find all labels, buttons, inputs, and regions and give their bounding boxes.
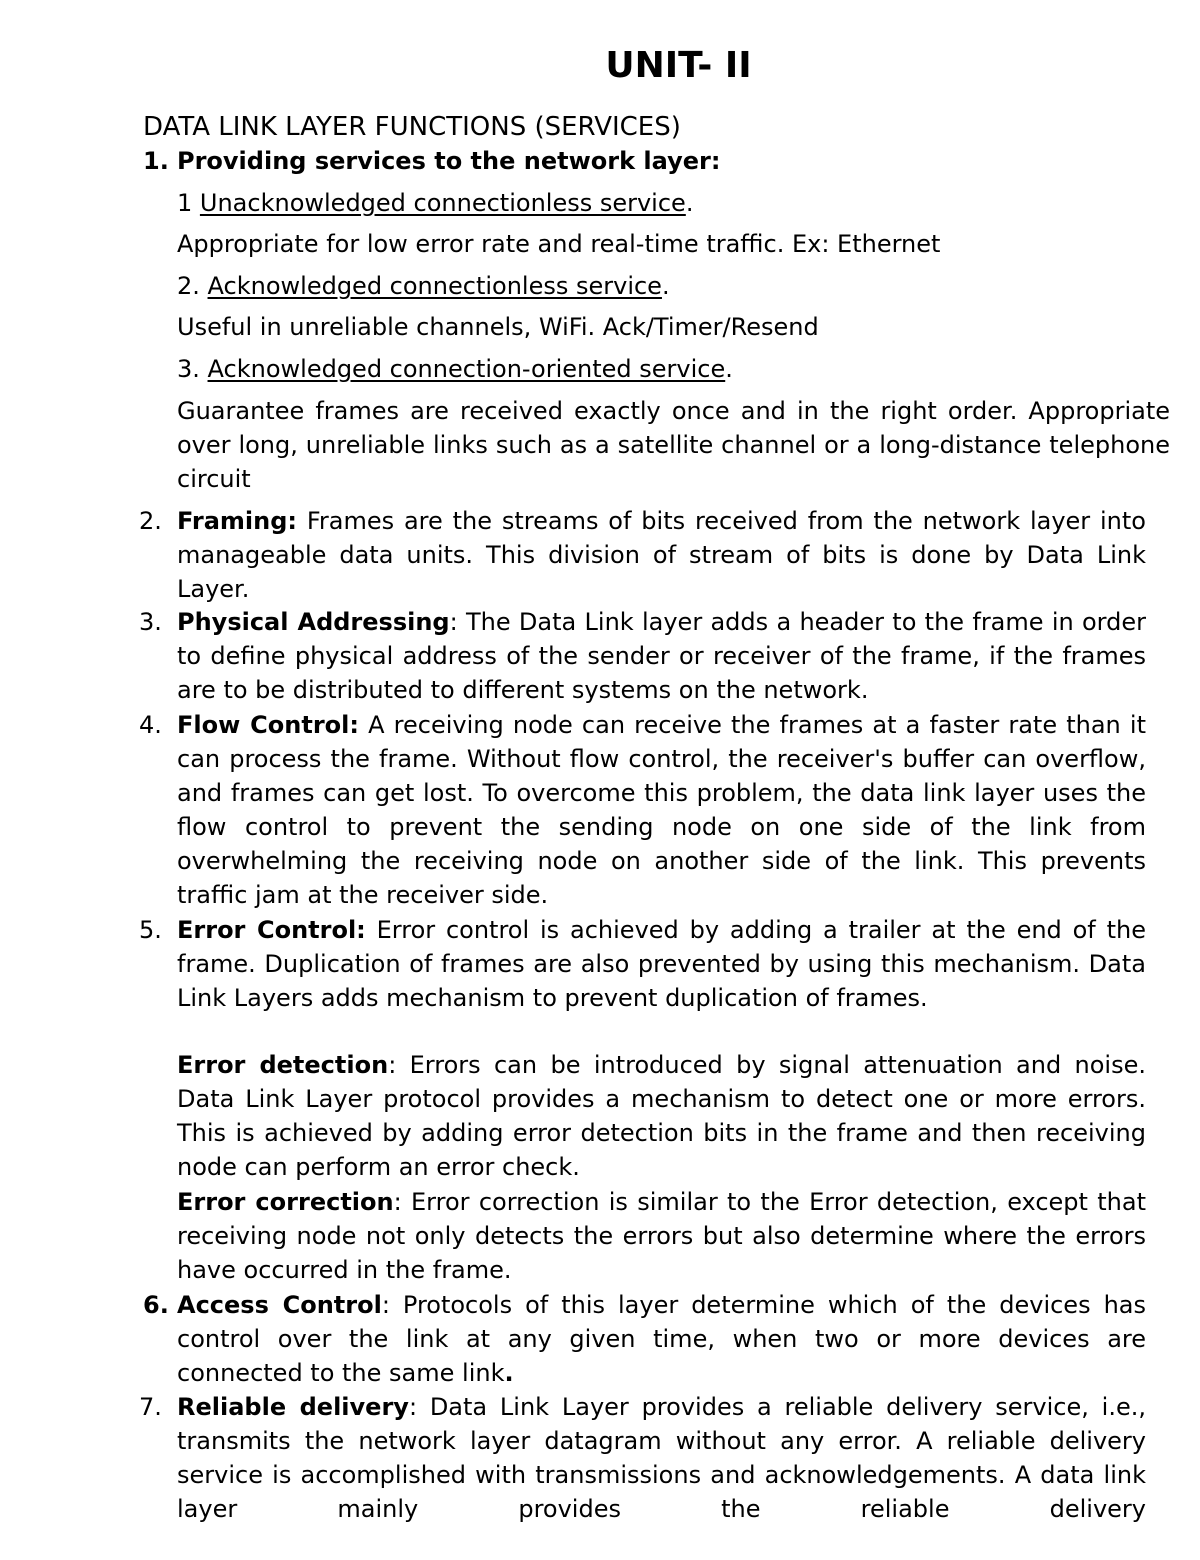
item-text: Frames are the streams of bits received from the network layer into manageable data units. This division of stream of bits is done by Data Link Layer. (177, 507, 1146, 603)
service-name: Acknowledged connection-oriented service (207, 355, 726, 383)
item-text: : Data Link Layer provides a reliable delivery service, i.e., transmits the network layer datagram without any error. A reliable delivery service is accomplished with transmissions and acknowledgements. A data link layer mainly provides the reliable delivery (177, 1393, 1147, 1523)
item-text: : Errors can be introduced by signal attenuation and noise. Data Link Layer protocol provides a mechanism to detect one or more errors. This is achieved by adding error detection bits in the frame and then receiving node can perform an error check. (177, 1051, 1146, 1181)
item-title: Providing services to the network layer: (177, 147, 721, 175)
item-term: Flow Control: (177, 711, 359, 739)
section-heading: DATA LINK LAYER FUNCTIONS (SERVICES) (143, 112, 681, 142)
list-item-access-control (143, 1288, 1146, 1390)
item-term: Physical Addressing (177, 608, 450, 636)
item-term: Error detection (177, 1051, 389, 1079)
item-number: 2. (139, 507, 162, 535)
service-2-name: 2. Acknowledged connectionless service. (177, 272, 670, 300)
item-term: Error Control: (177, 916, 366, 944)
service-name: Unacknowledged connectionless service (199, 189, 686, 217)
item-term: Framing: (177, 507, 297, 535)
item-tail: . (504, 1359, 514, 1387)
paragraph-error-detection (177, 1048, 1146, 1184)
item-text: Error control is achieved by adding a trailer at the end of the frame. Duplication of frames are also prevented by using this mechanism. Data Link Layers adds mechanism to prevent duplication of frames. (177, 916, 1146, 1012)
list-item-reliable-delivery (139, 1390, 1147, 1560)
unit-title: UNIT- II (605, 45, 752, 86)
item-text: A receiving node can receive the frames at a faster rate than it can process the frame. Without flow control, the receiver's buffer can overflow, and frames can get lost. To overcome this problem, the data link layer uses the flow control to prevent the sending node on one side of the link from overwhelming the receiving node on another side of the link. This prevents traffic jam at the receiver side. (177, 711, 1146, 909)
service-name: Acknowledged connectionless service (207, 272, 662, 300)
item-text: : The Data Link layer adds a header to the frame in order to define physical address of the sender or receiver of the frame, if the frames are to be distributed to different systems on the network. (177, 608, 1146, 704)
service-1-desc: Appropriate for low error rate and real-time traffic. Ex: Ethernet (177, 230, 941, 258)
list-item-physical-addressing (139, 605, 1146, 707)
service-3-name: 3. Acknowledged connection-oriented service. (177, 355, 733, 383)
item-text: : Protocols of this layer determine which of the devices has control over the link at any given time, when two or more devices are connected to the same link (177, 1291, 1146, 1387)
item-term: Access Control (177, 1291, 382, 1319)
item-number: 1. (143, 147, 169, 175)
item-term: Error correction (177, 1188, 394, 1216)
service-1-name: 1 Unacknowledged connectionless service. (177, 189, 694, 217)
list-item-flow-control (139, 708, 1146, 912)
item-text: : Error correction is similar to the Error detection, except that receiving node not only detects the errors but also determine where the errors have occurred in the frame. (177, 1188, 1146, 1284)
item-number: 7. (139, 1393, 162, 1421)
service-3-desc: Guarantee frames are received exactly once and in the right order. Appropriate over long, unreliable links such as a satellite channel or a long-distance telephone circuit (177, 397, 1170, 493)
item-term: Reliable delivery (177, 1393, 409, 1421)
paragraph-error-correction (177, 1185, 1146, 1287)
item-number: 5. (139, 916, 162, 944)
service-2-desc: Useful in unreliable channels, WiFi. Ack/Timer/Resend (177, 313, 819, 341)
list-item-1-header (143, 144, 1146, 178)
item-number: 4. (139, 711, 162, 739)
item-number: 3. (139, 608, 162, 636)
item-number: 6. (143, 1291, 169, 1319)
list-item-error-control (139, 913, 1146, 1015)
list-item-framing (139, 504, 1146, 606)
